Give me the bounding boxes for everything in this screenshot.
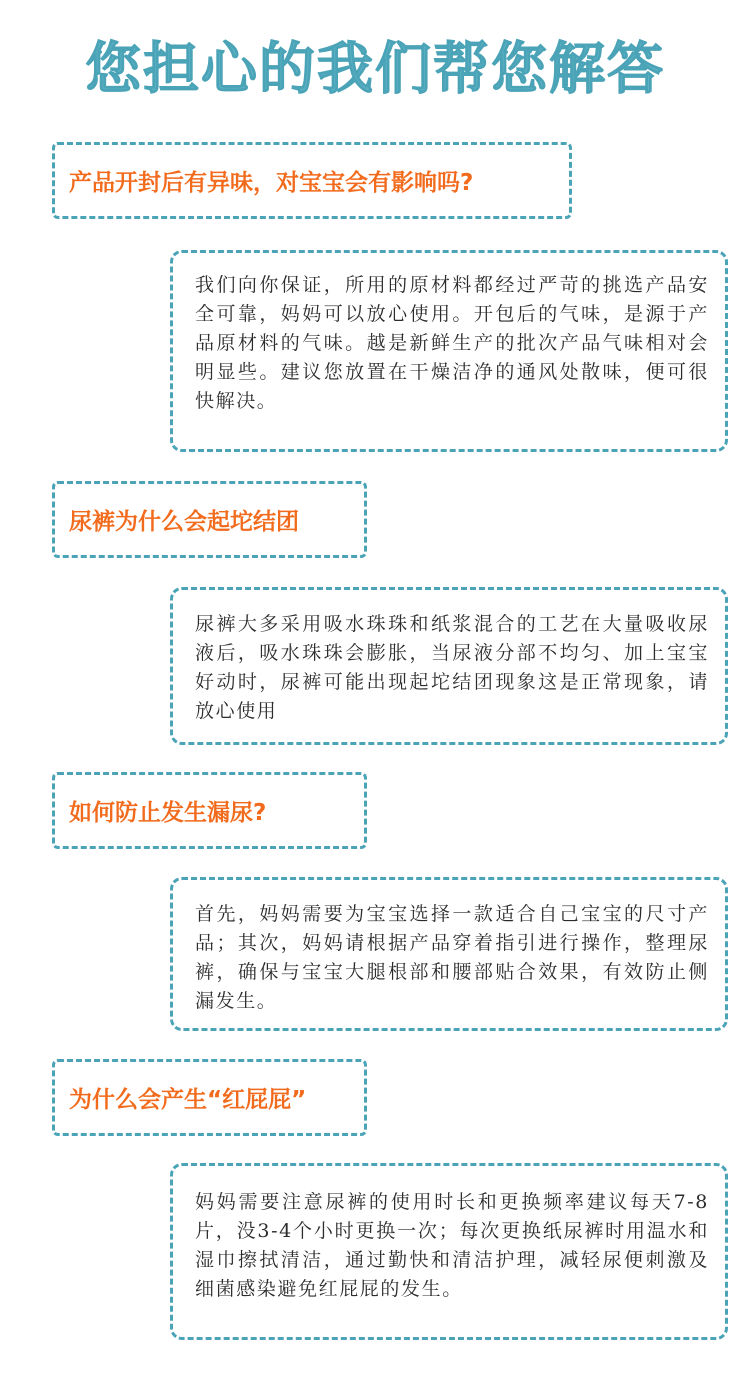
faq-answer-odor: [170, 250, 728, 452]
faq-answer-text: 尿裤大多采用吸水珠珠和纸浆混合的工艺在大量吸收尿液后，吸水珠珠会膨胀，当尿液分部不均匀、加上宝宝好动时，尿裤可能出现起坨结团现象这是正常现象，请放心使用: [195, 613, 709, 722]
faq-question-label: 产品开封后有异味，对宝宝会有影响吗?: [69, 170, 474, 196]
faq-answer-text: 我们向你保证，所用的原材料都经过严苛的挑选产品安全可靠，妈妈可以放心使用。开包后的气味，是源于产品原材料的气味。越是新鲜生产的批次产品气味相对会明显些。建议您放置在干燥洁净的通风处散味，便可很快解决。: [195, 274, 709, 412]
faq-question-label: 为什么会产生“红屁屁”: [69, 1087, 307, 1113]
faq-question-diaper-rash: [52, 1059, 367, 1136]
faq-question-clumping: [52, 481, 367, 558]
faq-answer-clumping: [170, 587, 728, 745]
faq-question-leak: [52, 772, 367, 849]
faq-question-label: 尿裤为什么会起坨结团: [69, 509, 299, 535]
faq-question-odor: [52, 142, 572, 219]
faq-answer-leak: [170, 877, 728, 1031]
faq-answer-text: 首先，妈妈需要为宝宝选择一款适合自己宝宝的尺寸产品；其次，妈妈请根据产品穿着指引进行操作，整理尿裤，确保与宝宝大腿根部和腰部贴合效果，有效防止侧漏发生。: [195, 903, 709, 1012]
faq-answer-text: 妈妈需要注意尿裤的使用时长和更换频率建议每天7-8片，没3-4个小时更换一次；每次更换纸尿裤时用温水和湿巾擦拭清洁，通过勤快和清洁护理，减轻尿便刺激及细菌感染避免红屁屁的发生。: [195, 1191, 709, 1300]
faq-question-label: 如何防止发生漏尿?: [69, 800, 267, 826]
page-title: 您担心的我们帮您解答: [85, 37, 665, 102]
faq-answer-diaper-rash: [170, 1163, 728, 1340]
